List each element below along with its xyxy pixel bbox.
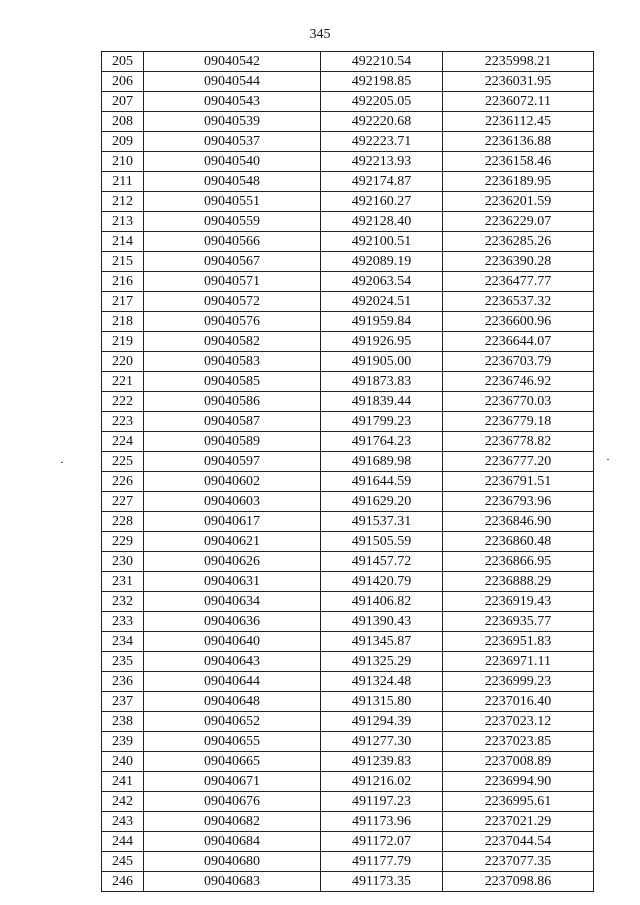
y-coordinate-cell: 2236919.43	[443, 592, 594, 612]
x-coordinate-cell: 491420.79	[321, 572, 443, 592]
table-row	[102, 232, 594, 252]
y-coordinate-cell: 2236136.88	[443, 132, 594, 152]
table-row	[102, 652, 594, 672]
table-row	[102, 852, 594, 872]
y-coordinate-cell: 2236994.90	[443, 772, 594, 792]
page-number: 345	[309, 27, 331, 42]
x-coordinate-cell: 491644.59	[321, 472, 443, 492]
table-row	[102, 252, 594, 272]
row-index-cell: 218	[102, 312, 144, 332]
row-index-cell: 238	[102, 712, 144, 732]
table-row	[102, 872, 594, 892]
row-index-cell: 210	[102, 152, 144, 172]
table-row	[102, 312, 594, 332]
x-coordinate-cell: 491839.44	[321, 392, 443, 412]
x-coordinate-cell: 491325.29	[321, 652, 443, 672]
table-row	[102, 612, 594, 632]
point-id-cell: 09040589	[144, 432, 321, 452]
y-coordinate-cell: 2236888.29	[443, 572, 594, 592]
table-row	[102, 72, 594, 92]
point-id-cell: 09040542	[144, 52, 321, 72]
table-row	[102, 292, 594, 312]
point-id-cell: 09040671	[144, 772, 321, 792]
y-coordinate-cell: 2237023.85	[443, 732, 594, 752]
y-coordinate-cell: 2236477.77	[443, 272, 594, 292]
point-id-cell: 09040586	[144, 392, 321, 412]
point-id-cell: 09040583	[144, 352, 321, 372]
row-index-cell: 239	[102, 732, 144, 752]
y-coordinate-cell: 2237021.29	[443, 812, 594, 832]
row-index-cell: 237	[102, 692, 144, 712]
y-coordinate-cell: 2236846.90	[443, 512, 594, 532]
row-index-cell: 234	[102, 632, 144, 652]
y-coordinate-cell: 2236201.59	[443, 192, 594, 212]
row-index-cell: 221	[102, 372, 144, 392]
point-id-cell: 09040543	[144, 92, 321, 112]
y-coordinate-cell: 2237044.54	[443, 832, 594, 852]
x-coordinate-cell: 491239.83	[321, 752, 443, 772]
row-index-cell: 236	[102, 672, 144, 692]
point-id-cell: 09040587	[144, 412, 321, 432]
x-coordinate-cell: 491505.59	[321, 532, 443, 552]
point-id-cell: 09040684	[144, 832, 321, 852]
point-id-cell: 09040559	[144, 212, 321, 232]
x-coordinate-cell: 491197.23	[321, 792, 443, 812]
table-row	[102, 212, 594, 232]
row-index-cell: 242	[102, 792, 144, 812]
table-row	[102, 492, 594, 512]
row-index-cell: 229	[102, 532, 144, 552]
x-coordinate-cell: 492174.87	[321, 172, 443, 192]
x-coordinate-cell: 491177.79	[321, 852, 443, 872]
x-coordinate-cell: 491799.23	[321, 412, 443, 432]
table-row	[102, 332, 594, 352]
point-id-cell: 09040548	[144, 172, 321, 192]
table-row	[102, 812, 594, 832]
y-coordinate-cell: 2236189.95	[443, 172, 594, 192]
point-id-cell: 09040537	[144, 132, 321, 152]
x-coordinate-cell: 492210.54	[321, 52, 443, 72]
row-index-cell: 235	[102, 652, 144, 672]
table-row	[102, 792, 594, 812]
point-id-cell: 09040626	[144, 552, 321, 572]
table-row	[102, 592, 594, 612]
y-coordinate-cell: 2236778.82	[443, 432, 594, 452]
x-coordinate-cell: 492223.71	[321, 132, 443, 152]
point-id-cell: 09040640	[144, 632, 321, 652]
x-coordinate-cell: 491277.30	[321, 732, 443, 752]
table-row	[102, 52, 594, 72]
table-row	[102, 552, 594, 572]
point-id-cell: 09040644	[144, 672, 321, 692]
point-id-cell: 09040680	[144, 852, 321, 872]
scan-speck	[61, 462, 63, 463]
point-id-cell: 09040576	[144, 312, 321, 332]
y-coordinate-cell: 2236935.77	[443, 612, 594, 632]
point-id-cell: 09040566	[144, 232, 321, 252]
scan-speck	[607, 459, 609, 460]
table-row	[102, 712, 594, 732]
row-index-cell: 245	[102, 852, 144, 872]
y-coordinate-cell: 2235998.21	[443, 52, 594, 72]
y-coordinate-cell: 2236999.23	[443, 672, 594, 692]
y-coordinate-cell: 2236703.79	[443, 352, 594, 372]
point-id-cell: 09040602	[144, 472, 321, 492]
y-coordinate-cell: 2236600.96	[443, 312, 594, 332]
table-row	[102, 632, 594, 652]
point-id-cell: 09040539	[144, 112, 321, 132]
row-index-cell: 231	[102, 572, 144, 592]
table-row	[102, 172, 594, 192]
row-index-cell: 226	[102, 472, 144, 492]
point-id-cell: 09040540	[144, 152, 321, 172]
y-coordinate-cell: 2236951.83	[443, 632, 594, 652]
row-index-cell: 228	[102, 512, 144, 532]
table-row	[102, 452, 594, 472]
row-index-cell: 240	[102, 752, 144, 772]
row-index-cell: 206	[102, 72, 144, 92]
y-coordinate-cell: 2236779.18	[443, 412, 594, 432]
table-row	[102, 352, 594, 372]
table-row	[102, 152, 594, 172]
table-row	[102, 132, 594, 152]
y-coordinate-cell: 2237016.40	[443, 692, 594, 712]
point-id-cell: 09040676	[144, 792, 321, 812]
row-index-cell: 216	[102, 272, 144, 292]
row-index-cell: 205	[102, 52, 144, 72]
point-id-cell: 09040665	[144, 752, 321, 772]
x-coordinate-cell: 491905.00	[321, 352, 443, 372]
y-coordinate-cell: 2236072.11	[443, 92, 594, 112]
point-id-cell: 09040634	[144, 592, 321, 612]
x-coordinate-cell: 491873.83	[321, 372, 443, 392]
y-coordinate-cell: 2236793.96	[443, 492, 594, 512]
table-row	[102, 192, 594, 212]
table-row	[102, 272, 594, 292]
x-coordinate-cell: 492063.54	[321, 272, 443, 292]
x-coordinate-cell: 492220.68	[321, 112, 443, 132]
y-coordinate-cell: 2236537.32	[443, 292, 594, 312]
table-row	[102, 392, 594, 412]
table-row	[102, 92, 594, 112]
x-coordinate-cell: 491406.82	[321, 592, 443, 612]
y-coordinate-cell: 2237077.35	[443, 852, 594, 872]
row-index-cell: 220	[102, 352, 144, 372]
x-coordinate-cell: 491689.98	[321, 452, 443, 472]
row-index-cell: 244	[102, 832, 144, 852]
x-coordinate-cell: 491345.87	[321, 632, 443, 652]
table-row	[102, 832, 594, 852]
x-coordinate-cell: 491764.23	[321, 432, 443, 452]
y-coordinate-cell: 2236285.26	[443, 232, 594, 252]
y-coordinate-cell: 2237008.89	[443, 752, 594, 772]
row-index-cell: 217	[102, 292, 144, 312]
y-coordinate-cell: 2236112.45	[443, 112, 594, 132]
point-id-cell: 09040597	[144, 452, 321, 472]
x-coordinate-cell: 491457.72	[321, 552, 443, 572]
point-id-cell: 09040682	[144, 812, 321, 832]
x-coordinate-cell: 492024.51	[321, 292, 443, 312]
row-index-cell: 232	[102, 592, 144, 612]
x-coordinate-cell: 492198.85	[321, 72, 443, 92]
point-id-cell: 09040643	[144, 652, 321, 672]
point-id-cell: 09040585	[144, 372, 321, 392]
row-index-cell: 207	[102, 92, 144, 112]
point-id-cell: 09040648	[144, 692, 321, 712]
x-coordinate-cell: 491294.39	[321, 712, 443, 732]
table-row	[102, 572, 594, 592]
y-coordinate-cell: 2236860.48	[443, 532, 594, 552]
x-coordinate-cell: 491537.31	[321, 512, 443, 532]
row-index-cell: 227	[102, 492, 144, 512]
point-id-cell: 09040572	[144, 292, 321, 312]
y-coordinate-cell: 2236971.11	[443, 652, 594, 672]
point-id-cell: 09040571	[144, 272, 321, 292]
row-index-cell: 214	[102, 232, 144, 252]
row-index-cell: 211	[102, 172, 144, 192]
row-index-cell: 225	[102, 452, 144, 472]
table-row	[102, 412, 594, 432]
x-coordinate-cell: 491324.48	[321, 672, 443, 692]
row-index-cell: 241	[102, 772, 144, 792]
y-coordinate-cell: 2236746.92	[443, 372, 594, 392]
row-index-cell: 212	[102, 192, 144, 212]
table-row	[102, 672, 594, 692]
point-id-cell: 09040683	[144, 872, 321, 892]
point-id-cell: 09040582	[144, 332, 321, 352]
y-coordinate-cell: 2236229.07	[443, 212, 594, 232]
table-row	[102, 732, 594, 752]
y-coordinate-cell: 2236031.95	[443, 72, 594, 92]
point-id-cell: 09040621	[144, 532, 321, 552]
x-coordinate-cell: 492128.40	[321, 212, 443, 232]
y-coordinate-cell: 2237023.12	[443, 712, 594, 732]
x-coordinate-cell: 491216.02	[321, 772, 443, 792]
table-row	[102, 472, 594, 492]
table-row	[102, 772, 594, 792]
row-index-cell: 224	[102, 432, 144, 452]
point-id-cell: 09040544	[144, 72, 321, 92]
y-coordinate-cell: 2236791.51	[443, 472, 594, 492]
row-index-cell: 215	[102, 252, 144, 272]
table-body	[102, 52, 594, 892]
x-coordinate-cell: 491172.07	[321, 832, 443, 852]
x-coordinate-cell: 491173.96	[321, 812, 443, 832]
y-coordinate-cell: 2236770.03	[443, 392, 594, 412]
table-row	[102, 432, 594, 452]
x-coordinate-cell: 491315.80	[321, 692, 443, 712]
row-index-cell: 222	[102, 392, 144, 412]
x-coordinate-cell: 492205.05	[321, 92, 443, 112]
point-id-cell: 09040567	[144, 252, 321, 272]
y-coordinate-cell: 2236866.95	[443, 552, 594, 572]
point-id-cell: 09040551	[144, 192, 321, 212]
row-index-cell: 246	[102, 872, 144, 892]
table-row	[102, 512, 594, 532]
point-id-cell: 09040603	[144, 492, 321, 512]
point-id-cell: 09040652	[144, 712, 321, 732]
row-index-cell: 243	[102, 812, 144, 832]
table-row	[102, 112, 594, 132]
x-coordinate-cell: 491390.43	[321, 612, 443, 632]
y-coordinate-cell: 2236158.46	[443, 152, 594, 172]
x-coordinate-cell: 492213.93	[321, 152, 443, 172]
y-coordinate-cell: 2236995.61	[443, 792, 594, 812]
row-index-cell: 233	[102, 612, 144, 632]
y-coordinate-cell: 2236777.20	[443, 452, 594, 472]
table-row	[102, 532, 594, 552]
row-index-cell: 219	[102, 332, 144, 352]
row-index-cell: 209	[102, 132, 144, 152]
row-index-cell: 213	[102, 212, 144, 232]
table-row	[102, 372, 594, 392]
row-index-cell: 230	[102, 552, 144, 572]
y-coordinate-cell: 2237098.86	[443, 872, 594, 892]
point-id-cell: 09040636	[144, 612, 321, 632]
x-coordinate-cell: 491173.35	[321, 872, 443, 892]
x-coordinate-cell: 491926.95	[321, 332, 443, 352]
x-coordinate-cell: 491629.20	[321, 492, 443, 512]
x-coordinate-cell: 492089.19	[321, 252, 443, 272]
coordinates-table	[101, 51, 594, 892]
x-coordinate-cell: 491959.84	[321, 312, 443, 332]
row-index-cell: 208	[102, 112, 144, 132]
point-id-cell: 09040617	[144, 512, 321, 532]
point-id-cell: 09040631	[144, 572, 321, 592]
row-index-cell: 223	[102, 412, 144, 432]
x-coordinate-cell: 492160.27	[321, 192, 443, 212]
y-coordinate-cell: 2236644.07	[443, 332, 594, 352]
table-row	[102, 752, 594, 772]
y-coordinate-cell: 2236390.28	[443, 252, 594, 272]
table-row	[102, 692, 594, 712]
x-coordinate-cell: 492100.51	[321, 232, 443, 252]
point-id-cell: 09040655	[144, 732, 321, 752]
